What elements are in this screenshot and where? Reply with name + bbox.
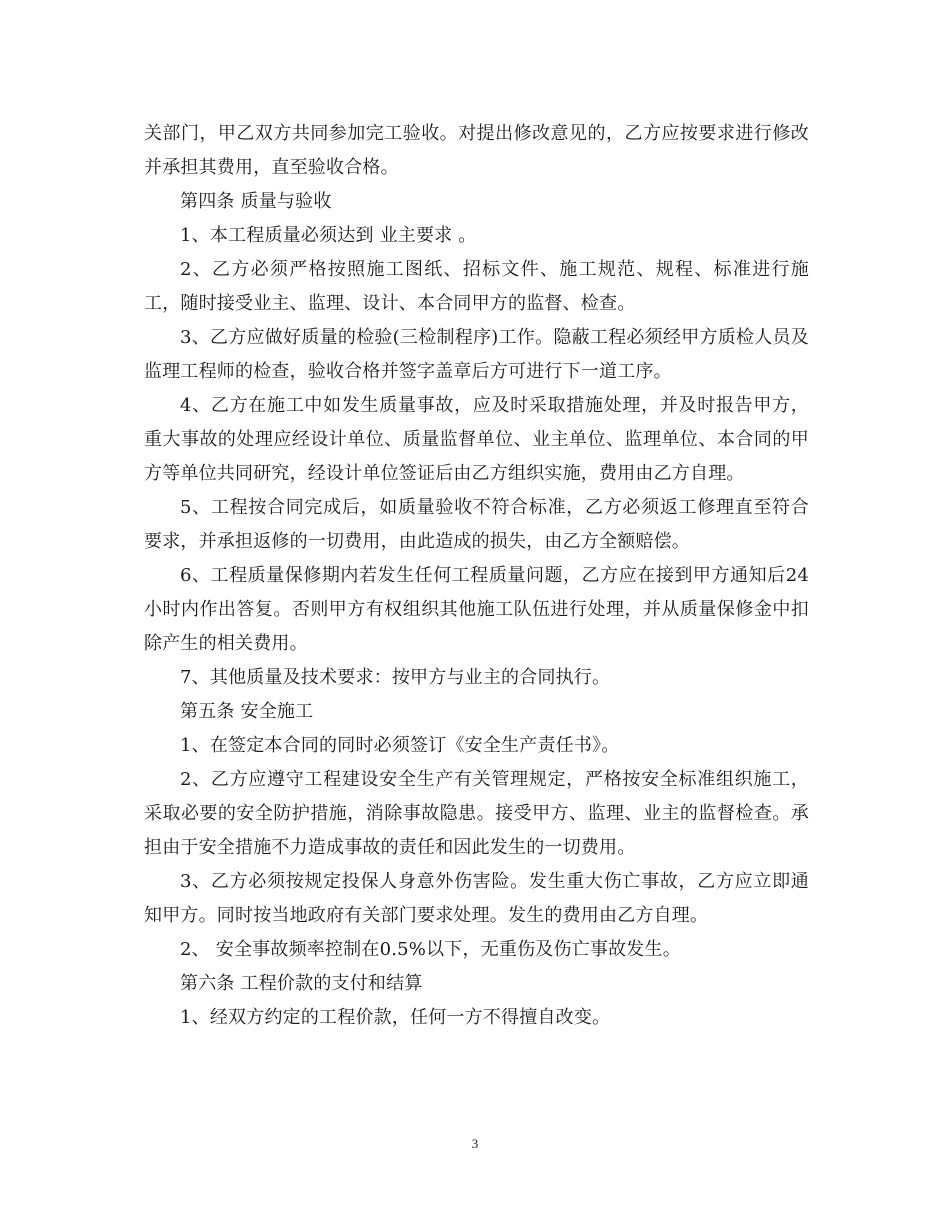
document-body [144, 117, 809, 1035]
paragraph-continuation: 关部门，甲乙双方共同参加完工验收。对提出修改意见的，乙方应按要求进行修改并承担其费用，直至验收合格。 [144, 123, 809, 178]
clause-5-2: 2、乙方应遵守工程建设安全生产有关管理规定，严格按安全标准组织施工，采取必要的安全防护措施，消除事故隐患。接受甲方、监理、业主的监督检查。承担由于安全措施不力造成事故的责任和因此发生的一切费用。 [144, 769, 809, 858]
clause-4-3: 3、乙方应做好质量的检验(三检制程序)工作。隐蔽工程必须经甲方质检人员及监理工程师的检查，验收合格并签字盖章后方可进行下一道工序。 [144, 327, 809, 382]
clause-5-1: 1、在签定本合同的同时必须签订《安全生产责任书》。 [180, 735, 620, 756]
page-number: 3 [471, 1136, 479, 1151]
clause-4-2: 2、乙方必须严格按照施工图纸、招标文件、施工规范、规程、标准进行施工，随时接受业主、监理、设计、本合同甲方的监督、检查。 [144, 259, 809, 314]
clause-4-6: 6、工程质量保修期内若发生任何工程质量问题，乙方应在接到甲方通知后24小时内作出答复。否则甲方有权组织其他施工队伍进行处理，并从质量保修金中扣除产生的相关费用。 [144, 565, 809, 654]
clause-6-1: 1、经双方约定的工程价款，任何一方不得擅自改变。 [180, 1007, 611, 1028]
clause-4-4: 4、乙方在施工中如发生质量事故，应及时采取措施处理，并及时报告甲方，重大事故的处理应经设计单位、质量监督单位、业主单位、监理单位、本合同的甲方等单位共同研究，经设计单位签证后由乙方组织实施，费用由乙方自理。 [144, 395, 809, 484]
clause-5-3: 3、乙方必须按规定投保人身意外伤害险。发生重大伤亡事故，乙方应立即通知甲方。同时按当地政府有关部门要求处理。发生的费用由乙方自理。 [144, 871, 809, 926]
section-heading-6: 第六条 工程价款的支付和结算 [180, 973, 423, 994]
clause-4-1: 1、本工程质量必须达到 业主要求 。 [180, 225, 477, 246]
section-heading-5: 第五条 安全施工 [180, 701, 314, 722]
clause-4-7: 7、其他质量及技术要求：按甲方与业主的合同执行。 [180, 667, 611, 688]
section-heading-4: 第四条 质量与验收 [180, 191, 332, 212]
clause-4-5: 5、工程按合同完成后，如质量验收不符合标准，乙方必须返工修理直至符合要求，并承担返修的一切费用，由此造成的损失，由乙方全额赔偿。 [144, 497, 809, 552]
clause-5-4: 2、 安全事故频率控制在0.5%以下，无重伤及伤亡事故发生。 [180, 939, 681, 960]
